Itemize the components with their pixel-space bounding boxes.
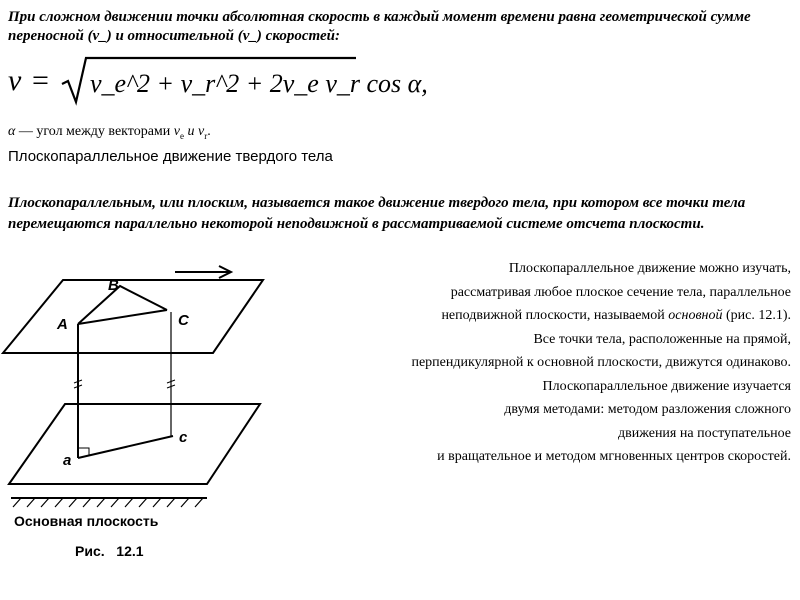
- explanation-line: Все точки тела, расположенные на прямой,: [533, 331, 791, 347]
- alpha-text: — угол между векторами: [15, 124, 174, 139]
- section-triangle: [78, 286, 167, 324]
- explanation-line: [321, 304, 791, 328]
- explanation-text: (рис. 12.1).: [722, 308, 791, 323]
- hatching: [13, 498, 203, 507]
- upper-plane: [3, 280, 263, 353]
- figure-12-1: [5, 262, 225, 567]
- formula-lhs: v: [8, 64, 22, 97]
- explanation-line: Плоскопараллельное движение можно изучать,: [508, 261, 791, 276]
- explanation-text: неподвижной плоскости, называемой: [441, 308, 669, 323]
- vr-symbol: v: [198, 124, 205, 139]
- label-a-lower: a: [63, 452, 72, 469]
- label-c-upper: C: [178, 312, 189, 329]
- explanation-line: двумя методами: методом разложения сложного: [504, 402, 791, 417]
- right-angle-mark: [78, 448, 89, 456]
- explanation-line: движения на поступательное: [618, 425, 791, 441]
- formula-radicand: v_e^2 + v_r^2 + 2v_e v_r cos α,: [90, 69, 428, 98]
- paragraph-definition: Плоскопараллельным, или плоским, называется такое движение твердого тела, при котором все точки тела перемещаются параллельно некоторой неподвижной в рассматриваемой системе отсчета плоскости.: [8, 195, 746, 232]
- explanation-emphasis: основной: [668, 308, 723, 323]
- explanation-block: [321, 257, 791, 469]
- section-heading: Плоскопараллельное движение твердого тела: [8, 148, 333, 165]
- and-word: и: [184, 124, 199, 139]
- formula-eq: =: [32, 64, 49, 97]
- ve-sub: e: [180, 130, 185, 141]
- explanation-line: Плоскопараллельное движение изучается: [542, 378, 791, 394]
- explanation-line: перпендикулярной к основной плоскости, движутся одинаково.: [411, 355, 791, 370]
- base-plane-label: Основная плоскость: [14, 513, 159, 529]
- vr-sub: r: [204, 130, 208, 141]
- alpha-definition: [8, 124, 211, 141]
- alpha-symbol: α: [8, 124, 16, 139]
- label-c-lower: c: [179, 429, 188, 446]
- alpha-end: .: [207, 124, 211, 139]
- label-a-upper: A: [57, 316, 68, 333]
- label-b: B: [108, 277, 119, 294]
- explanation-line: и вращательное и методом мгновенных центров скоростей.: [437, 449, 791, 464]
- figure-caption: Рис. 12.1: [75, 543, 144, 559]
- velocity-formula: [6, 54, 428, 106]
- paragraph-composite-motion: При сложном движении точки абсолютная скорость в каждый момент времени равна геометрической сумме переносной (v_) и относительной (v_) скоростей:: [8, 9, 751, 44]
- ve-symbol: v: [173, 124, 181, 139]
- explanation-line: рассматривая любое плоское сечение тела, параллельное: [450, 284, 791, 300]
- projection-ac: [78, 436, 173, 458]
